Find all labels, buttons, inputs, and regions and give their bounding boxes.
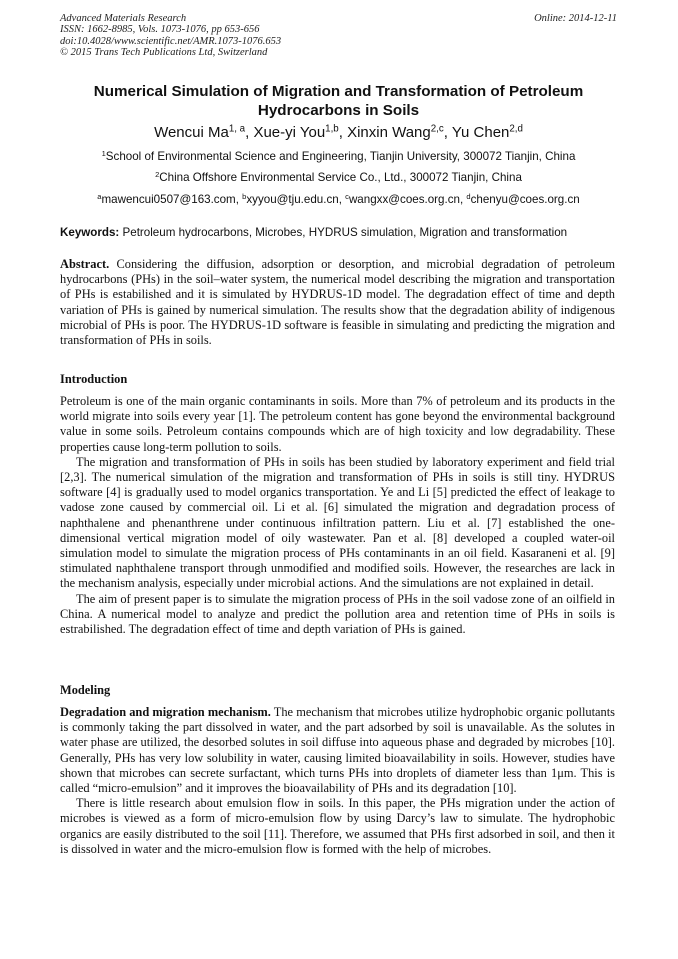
author-affiliation-mark: 1,b xyxy=(325,123,339,135)
copyright-line: © 2015 Trans Tech Publications Ltd, Switzerland xyxy=(60,47,268,59)
abstract xyxy=(60,257,615,348)
email-mark: d xyxy=(466,191,471,201)
author-name: Wencui Ma xyxy=(154,124,229,141)
abstract-text: Considering the diffusion, adsorption or desorption, and microbial degradation of petroleum hydrocarbons (PHs) in the soil–water system, the numerical model describing the migration and transportation of PHs is estabilished and it is simulated by HYDRUS-1D model. The degradation effect of time and depth variation of PHs is gained by numerical simulation. The results show that the degradation ability of indigenous microbial of PHs is poor. The HYDRUS-1D software is feasible in simulating and predicting the migration and transformation of PHs in soils. xyxy=(60,257,615,348)
email-address[interactable]: mawencui0507@163.com, xyxy=(101,193,239,206)
author-name: Xue-yi You xyxy=(253,124,326,141)
online-date: Online: 2014-12-11 xyxy=(534,13,617,24)
email-address[interactable]: wangxx@coes.org.cn, xyxy=(348,193,464,206)
doi-line[interactable]: doi:10.4028/www.scientific.net/AMR.1073-1076.653 xyxy=(60,35,282,47)
affiliation-text: China Offshore Environmental Service Co., Ltd., 300072 Tianjin, China xyxy=(159,171,522,184)
affiliation-2 xyxy=(60,171,617,185)
subsection-heading: Degradation and migration mechanism. xyxy=(60,705,271,719)
author-affiliation-mark: 2,c xyxy=(430,123,444,135)
affiliation-text: School of Environmental Science and Engineering, Tianjin University, 300072 Tianjin, China xyxy=(105,150,576,163)
paragraph: The aim of present paper is to simulate the migration process of PHs in the soil vadose zone of an oilfield in China. A numerical model to analyze and predict the pollution area and retention time of PHs in soils is estrabilished. The degradation effect of time and depth variation of PHs is gained. xyxy=(60,591,615,637)
paragraph: The mechanism that microbes utilize hydrophobic organic pollutants is commonly taking the part dissolved in water, and the part adsorbed by soil is unavailable. As the solutes in water phase are utilized, the desorbed solutes in soil diffuse into aqueous phase and degraded by microbes [10]. Generally, PHs has very low solubility in water, causing limited bioavailability in soils. However, studies have shown that microbes can secrete surfactant, which turns PHs into droplets of diameter less than 1μm. This is called “micro-emulsion” and it improves the bioavailability of PHs and its degradation [10]. xyxy=(60,705,615,796)
keywords-text: Petroleum hydrocarbons, Microbes, HYDRUS simulation, Migration and transformation xyxy=(122,226,568,239)
author-affiliation-mark: 1, a xyxy=(228,123,246,135)
section-heading-introduction: Introduction xyxy=(60,372,128,386)
author-list: Wencui Ma$^{1, a}$, Xue-yi You$^{1,b}$, Xinxin Wang$^{2,c}$, Yu Chen$^{2,d}$ xyxy=(154,123,523,141)
journal-header xyxy=(60,13,617,59)
author-affiliation-mark: 2,d xyxy=(509,123,523,135)
author-name: Yu Chen xyxy=(451,124,510,141)
introduction-body xyxy=(60,394,615,637)
affiliation-mark: 1 xyxy=(101,148,106,158)
email-address[interactable]: xyyou@tju.edu.cn, xyxy=(246,193,342,206)
section-heading-modeling: Modeling xyxy=(60,683,111,697)
affiliation-mark: 2 xyxy=(155,169,160,179)
email-mark: a xyxy=(97,191,102,201)
email-mark: c xyxy=(345,191,349,201)
keywords xyxy=(60,226,617,240)
keywords-label: Keywords: xyxy=(60,226,120,239)
modeling-body xyxy=(60,705,615,857)
email-mark: b xyxy=(242,191,247,201)
paragraph: Petroleum is one of the main organic contaminants in soils. More than 7% of petroleum and its products in the world migrate into soils every year [1]. The petroleum content has gone beyond the environmental background value in some soils. Petroleum contains compounds which are of high toxicity and low degradability. These properties cause long-term pollution to soils. xyxy=(60,394,615,454)
email-list xyxy=(60,193,617,207)
abstract-label: Abstract. xyxy=(60,257,110,271)
author-name: Xinxin Wang xyxy=(347,124,431,141)
email-address[interactable]: chenyu@coes.org.cn xyxy=(470,193,580,206)
paper-title: Numerical Simulation of Migration and Transformation of Petroleum Hydrocarbons in Soils xyxy=(93,83,584,119)
journal-name: Advanced Materials Research xyxy=(60,13,187,24)
issn-line: ISSN: 1662-8985, Vols. 1073-1076, pp 653-656 xyxy=(60,24,260,36)
affiliation-1 xyxy=(60,150,617,164)
paragraph: There is little research about emulsion flow in soils. In this paper, the PHs migration under the action of microbes is viewed as a form of micro-emulsion flow by using Darcy’s law to simulate. The hydrophobic organics are easily distributed to the soil [11]. Therefore, we assumed that PHs first adsorbed in soil, and then it is dissolved in water and the micro-emulsion flow is formed with the help of microbes. xyxy=(60,796,615,856)
paragraph: The migration and transformation of PHs in soils has been studied by laboratory experiment and field trial [2,3]. The numerical simulation of the migration and transformation of PHs in soils is still tiny. HYDRUS software [4] is gradually used to model organics transportation. Ye and Li [5] predicted the effect of leakage to vadose zone caused by commercial oil. Li et al. [6] simulated the migration and degradation process of naphthalene and phenanthrene under continuous infiltration pattern. Liu et al. [7] established the one-dimensional vertical migration model of oily wastewater. Pan et al. [8] developed a coupled water-oil simulation model to simulate the migration process of PHs contaminants in an oil field. Kasaraneni et al. [9] stimulated naphthalene transport through unmodified and modified soils. However, the researches are lack in the mechanism analysis, especially under microbial actions. And the simulations are not explained in detail. xyxy=(60,454,615,591)
